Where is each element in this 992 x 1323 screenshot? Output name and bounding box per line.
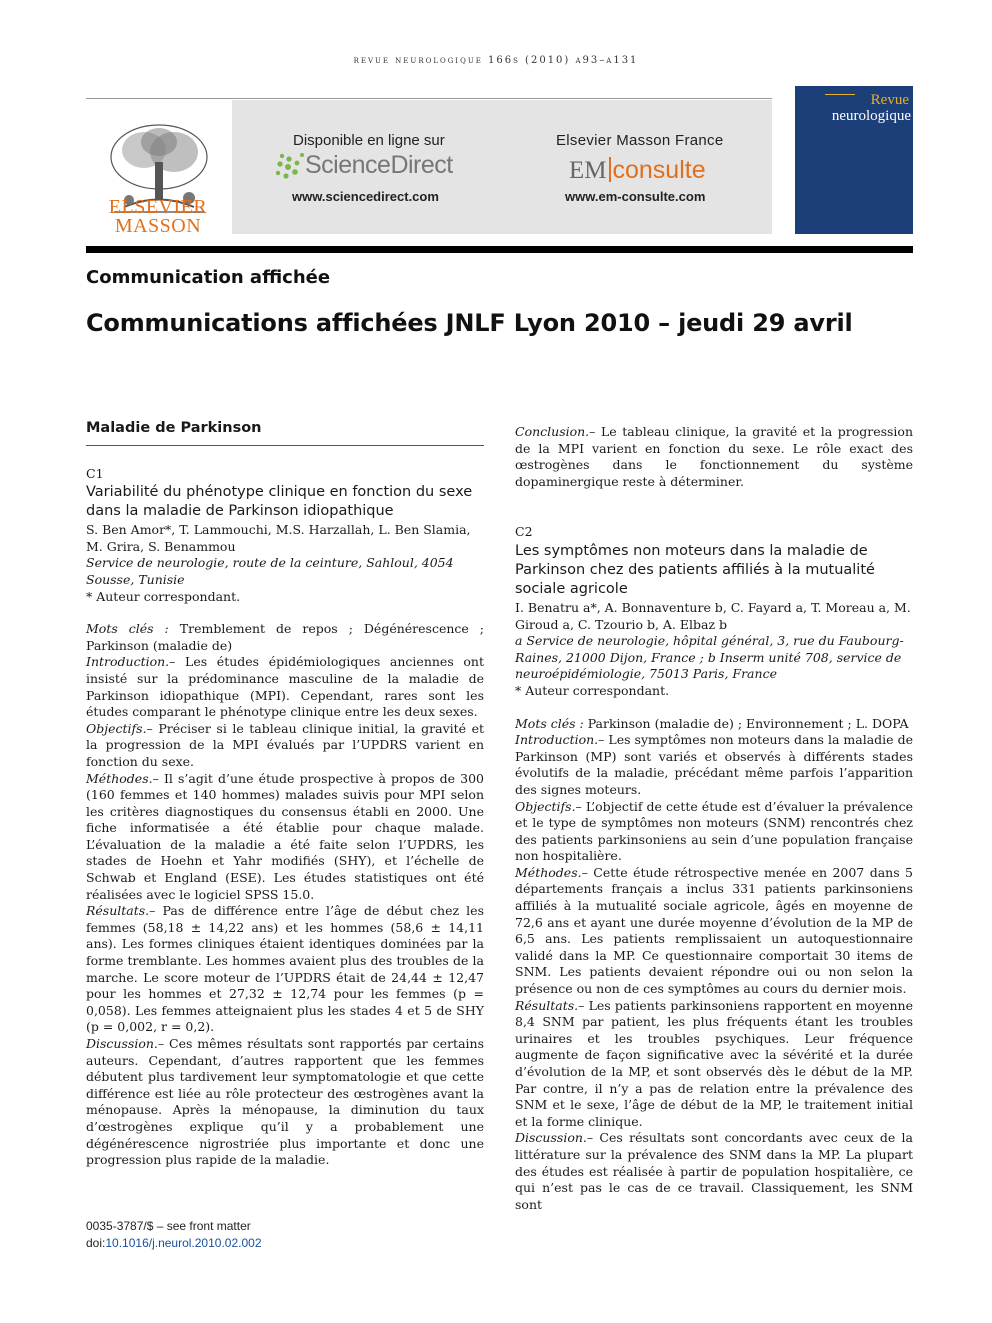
keywords-label: Mots clés : xyxy=(86,621,169,637)
cover-title-line2: neurologique xyxy=(831,108,911,124)
abstract-code: C1 xyxy=(86,465,104,481)
conclusion-label: Conclusion.– xyxy=(515,424,596,439)
discussion-paragraph xyxy=(86,1036,484,1169)
abstract-authors: I. Benatru a*, A. Bonnaventure b, C. Fayard a, T. Moreau a, M. Giroud a, C. Tzourio b, A. Elbaz b xyxy=(515,599,911,632)
corresponding-author-note: * Auteur correspondant. xyxy=(515,682,670,698)
keywords-paragraph xyxy=(86,621,484,654)
left-column xyxy=(86,420,484,1169)
abstract-code: C2 xyxy=(515,524,533,540)
methods-text: Il s’agit d’une étude prospective à propos de 300 (160 femmes et 140 hommes) malades suivis pour MPI selon les critères diagnostiques du consensus établi en 2000. Une fiche informatisée a été établie pour chaque malade. L’évaluation de la maladie a été faite selon l’UPDRS, les stades de Hoehn et Yahr modifiés (SHY), et l’échelle de Schwab et England (ESE). Les études statistiques ont été réalisées avec le logiciel SPSS 15.0. xyxy=(86,770,484,902)
objectives-paragraph xyxy=(515,799,913,865)
objectives-paragraph xyxy=(86,721,484,771)
section-heading: Maladie de Parkinson xyxy=(86,420,484,446)
page-title: Communications affichées JNLF Lyon 2010 – jeudi 29 avril xyxy=(86,309,853,337)
methods-paragraph xyxy=(86,771,484,904)
results-text: Les patients parkinsoniens rapportent en moyenne 8,4 SNM par patient, les plus fréquents étant les troubles urinaires et les troubles psychiques. Leur fréquence augmente de façon significative avec la sévérité et la durée d’évolution de la MP, et sont observés dès le début de la MP. Par contre, il n’y a pas de relation entre la prévalence des SNM et le sexe, l’âge de début de la MP, le traitement initial et la forme clinique. xyxy=(515,997,913,1129)
emconsulte-logo-divider xyxy=(609,157,611,182)
keywords-label: Mots clés : xyxy=(515,715,584,731)
cover-title-line1: Revue xyxy=(870,92,909,108)
results-text: Pas de différence entre l’âge de début chez les femmes (58,18 ± 14,22 ans) et les hommes (58,6 ± 14,11 ans). Les formes cliniques étaient identiques dominées par la forme tremblante. Les hommes avaient plus des troubles de la marche. Le score moteur de l’UPDRS était de 24,44 ± 12,47 pour les hommes et 27,32 ± 12,74 pour les femmes (p = 0,058). Les femmes atteignaient plus les stades 4 et 5 de SHY (p = 0,002, r = 0,2). xyxy=(86,903,484,1035)
right-column xyxy=(515,424,913,1213)
discussion-label: Discussion.– xyxy=(515,1130,594,1146)
discussion-label: Discussion.– xyxy=(86,1036,165,1051)
available-online-text: Disponible en ligne sur xyxy=(293,132,445,149)
discussion-paragraph xyxy=(515,1130,913,1213)
sciencedirect-logo[interactable]: ScienceDirect xyxy=(305,151,453,179)
introduction-paragraph xyxy=(515,732,913,798)
discussion-text: Ces résultats sont concordants avec ceux de la littérature sur la prévalence des SNM dans la MP. La plupart des études est réalisée à partir de population hospitalière, ce qui n’est pas le cas de ce travail. Classiquement, les SNM sont xyxy=(515,1130,913,1212)
cover-decoration xyxy=(825,94,855,95)
section-type: Communication affichée xyxy=(86,267,331,288)
doi-line xyxy=(86,1235,262,1252)
introduction-text: Les symptômes non moteurs dans la maladie de Parkinson (MP) sont variés et observés à différents stades évolutifs de la maladie, précédant même parfois l’apparition des signes moteurs. xyxy=(515,732,913,797)
abstract-affiliation: Service de neurologie, route de la ceinture, Sahloul, 4054 Sousse, Tunisie xyxy=(86,555,454,587)
results-label: Résultats.– xyxy=(86,903,156,919)
objectives-label: Objectifs.– xyxy=(515,798,582,814)
objectives-label: Objectifs.– xyxy=(86,720,153,736)
methods-text: Cette étude rétrospective menée en 2007 dans 5 départements français a inclus 331 patients parkinsoniens affiliés à la mutualité sociale agricole, âgés en moyenne de 72,6 ans et ayant une durée moyenne d’évolution de la MP de 6,5 ans. Les patients remplissaient un autoquestionnaire validé dans la MP. Ce questionnaire comportait 30 items de SNM. Les patients devaient répondre oui ou non selon la présence ou non de ces symptômes au cours du dernier mois. xyxy=(515,864,913,997)
results-paragraph xyxy=(86,903,484,1036)
methods-label: Méthodes.– xyxy=(515,864,588,880)
introduction-label: Introduction.– xyxy=(86,654,176,670)
results-paragraph xyxy=(515,998,913,1131)
objectives-text: L’objectif de cette étude est d’évaluer la prévalence et le type de symptômes non moteurs (SNM) rencontrés chez des patients parkinsoniens au sein d’une population française non hospitalière. xyxy=(515,798,913,864)
issn-line: 0035-3787/$ – see front matter xyxy=(86,1219,251,1233)
emconsulte-logo-consulte: consulte xyxy=(612,156,706,184)
discussion-text: Ces mêmes résultats sont rapportés par certains auteurs. Cependant, d’autres rapportent que les femmes débutent plus tardivement leur symptomatologie et que cette différence est liée au rôle protecteur des œstrogènes avant la ménopause. Après la ménopause, la diminution du taux d’œstrogènes explique qu’il y a probablement une dégénérescence nigrostriée plus importante et donc une progression plus rapide de la maladie. xyxy=(86,1036,484,1168)
top-rule xyxy=(86,98,772,99)
introduction-label: Introduction.– xyxy=(515,732,605,748)
emconsulte-url[interactable]: www.em-consulte.com xyxy=(565,189,706,204)
keywords-paragraph xyxy=(515,716,913,733)
conclusion-text: Le tableau clinique, la gravité et la progression de la MPI varient en fonction du sexe. Le rôle exact des œstrogènes dans le fonctionnement du système dopaminergique reste à déterminer. xyxy=(515,424,913,489)
conclusion-paragraph xyxy=(515,424,913,490)
header-divider xyxy=(86,246,913,253)
emconsulte-logo[interactable] xyxy=(569,155,706,185)
doi-link[interactable]: 10.1016/j.neurol.2010.02.002 xyxy=(105,1236,262,1250)
abstract-affiliation: a Service de neurologie, hôpital général, 3, rue du Faubourg-Raines, 21000 Dijon, France ; b Inserm unité 708, service de neuroépidémiologie, 75013 Paris, France xyxy=(515,633,904,682)
objectives-text: Préciser si le tableau clinique initial, la gravité et la progression de la MPI évalués par l’UPDRS varient en fonction du sexe. xyxy=(86,720,484,769)
publisher-company-text: Elsevier Masson France xyxy=(556,132,724,149)
introduction-paragraph xyxy=(86,654,484,720)
publisher-name-line2: MASSON xyxy=(114,215,202,237)
journal-cover xyxy=(795,86,913,234)
running-head: revue neurologique 166s (2010) a93–a131 xyxy=(353,55,639,66)
publisher-name-line1: ELSEVIER xyxy=(108,196,208,218)
doi-prefix: doi: xyxy=(86,1236,106,1250)
methods-label: Méthodes.– xyxy=(86,770,159,786)
results-label: Résultats.– xyxy=(515,997,585,1013)
abstract-title: Les symptômes non moteurs dans la maladie de Parkinson chez des patients affiliés à la mutualité sociale agricole xyxy=(515,542,875,597)
sciencedirect-url[interactable]: www.sciencedirect.com xyxy=(292,189,439,204)
abstract-authors: S. Ben Amor*, T. Lammouchi, M.S. Harzallah, L. Ben Slamia, M. Grira, S. Benammou xyxy=(86,522,471,554)
emconsulte-logo-em: EM xyxy=(569,157,607,184)
introduction-text: Les études épidémiologiques anciennes ont insisté sur la prédominance masculine de la maladie de Parkinson idiopathique (MPI). Cependant, rares sont les études comparant le phénotype clinique entre les deux sexes. xyxy=(86,654,484,720)
methods-paragraph xyxy=(515,865,913,998)
abstract-title: Variabilité du phénotype clinique en fonction du sexe dans la maladie de Parkinson idiopathique xyxy=(86,484,473,520)
keywords-text: Tremblement de repos ; Dégénérescence ; Parkinson (maladie de) xyxy=(86,621,484,653)
corresponding-author-note: * Auteur correspondant. xyxy=(86,588,241,604)
keywords-text: Parkinson (maladie de) ; Environnement ; L. DOPA xyxy=(583,715,909,731)
page-footer xyxy=(86,1218,262,1252)
